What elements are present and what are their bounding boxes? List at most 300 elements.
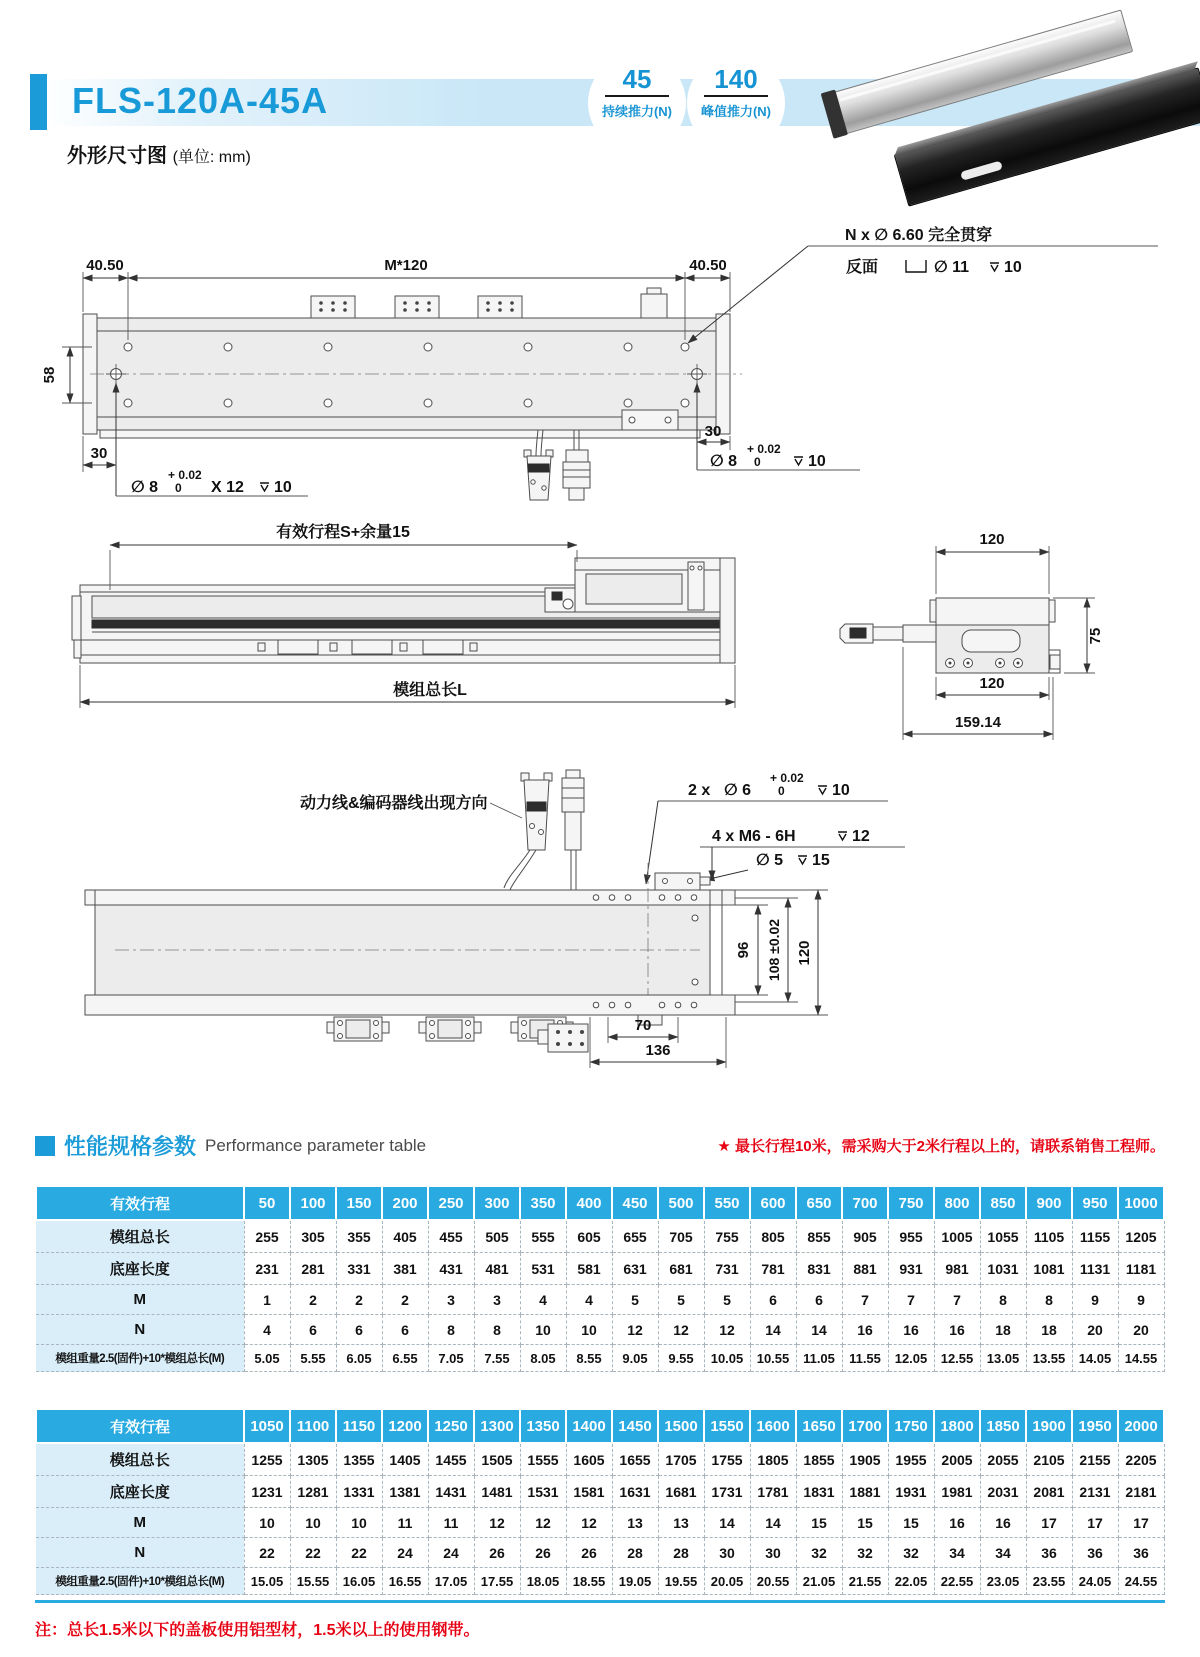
perf-value-cell: 34	[980, 1538, 1026, 1568]
perf-table-row	[36, 1220, 1164, 1253]
perf-value-cell: 1055	[980, 1220, 1026, 1253]
perf-value-cell: 28	[658, 1538, 704, 1568]
badge-value: 45	[622, 64, 652, 94]
perf-value-cell: 5	[612, 1285, 658, 1315]
perf-stroke-header-cell: 1100	[290, 1409, 336, 1443]
dim-label: 40.50	[86, 257, 124, 274]
svg-text:15: 15	[812, 852, 830, 869]
perf-value-cell: 11	[382, 1508, 428, 1538]
svg-text:0: 0	[754, 455, 761, 469]
perf-value-cell: 1955	[888, 1443, 934, 1476]
perf-value-cell: 36	[1118, 1538, 1164, 1568]
perf-value-cell: 16	[934, 1315, 980, 1345]
performance-table-2	[35, 1408, 1165, 1595]
end-view-body	[840, 598, 1060, 673]
perf-row-label: N	[36, 1538, 244, 1568]
badge-label: 持续推力(N)	[601, 104, 673, 119]
perf-value-cell: 1731	[704, 1476, 750, 1508]
product-photo	[805, 0, 1200, 215]
perf-value-cell: 1	[244, 1285, 290, 1315]
perf-value-cell: 34	[934, 1538, 980, 1568]
perf-value-cell: 20.55	[750, 1568, 796, 1595]
perf-value-cell: 2155	[1072, 1443, 1118, 1476]
perf-value-cell: 455	[428, 1220, 474, 1253]
svg-text:12: 12	[852, 828, 870, 845]
perf-value-cell: 905	[842, 1220, 888, 1253]
svg-text:∅ 11: ∅ 11	[934, 259, 970, 276]
perf-value-cell: 8	[1026, 1285, 1072, 1315]
perf-stroke-header-cell: 1700	[842, 1409, 888, 1443]
perf-value-cell: 681	[658, 1253, 704, 1285]
perf-value-cell: 14	[796, 1315, 842, 1345]
perf-value-cell: 7	[842, 1285, 888, 1315]
perf-value-cell: 1831	[796, 1476, 842, 1508]
dim-label: 58	[41, 366, 58, 384]
perf-value-cell: 3	[428, 1285, 474, 1315]
perf-value-cell: 12	[520, 1508, 566, 1538]
perf-value-cell: 381	[382, 1253, 428, 1285]
dim-label: M*120	[384, 257, 428, 274]
perf-stroke-header-cell: 1350	[520, 1409, 566, 1443]
perf-value-cell: 10	[290, 1508, 336, 1538]
perf-value-cell: 805	[750, 1220, 796, 1253]
perf-value-cell: 605	[566, 1220, 612, 1253]
perf-row-label: 模组总长	[36, 1220, 244, 1253]
perf-value-cell: 1305	[290, 1443, 336, 1476]
perf-stroke-header-cell: 850	[980, 1186, 1026, 1220]
perf-value-cell: 2031	[980, 1476, 1026, 1508]
perf-value-cell: 881	[842, 1253, 888, 1285]
perf-value-cell: 12	[704, 1315, 750, 1345]
perf-value-cell: 3	[474, 1285, 520, 1315]
perf-value-cell: 15	[796, 1508, 842, 1538]
cover-material-footnote: 注：总长1.5米以下的盖板使用铝型材，1.5米以上的使用钢带。	[35, 1622, 480, 1639]
carriage-block	[327, 1017, 389, 1041]
perf-value-cell: 1605	[566, 1443, 612, 1476]
perf-value-cell: 1205	[1118, 1220, 1164, 1253]
perf-stroke-header-cell: 100	[290, 1186, 336, 1220]
depth-symbol	[260, 483, 269, 491]
perf-value-cell: 18.55	[566, 1568, 612, 1595]
perf-value-cell: 1281	[290, 1476, 336, 1508]
dimension-figure-caption	[67, 139, 251, 168]
perf-value-cell: 1355	[336, 1443, 382, 1476]
perf-value-cell: 24	[382, 1538, 428, 1568]
caption-main: 外形尺寸图	[67, 145, 167, 167]
dim-label: 75	[1087, 627, 1104, 645]
perf-value-cell: 11.55	[842, 1345, 888, 1372]
perf-value-cell: 23.55	[1026, 1568, 1072, 1595]
perf-value-cell: 1705	[658, 1443, 704, 1476]
svg-text:4 x M6 - 6H: 4 x M6 - 6H	[712, 828, 796, 845]
perf-value-cell: 17	[1072, 1508, 1118, 1538]
perf-value-cell: 6.05	[336, 1345, 382, 1372]
perf-value-cell: 10.05	[704, 1345, 750, 1372]
perf-value-cell: 30	[704, 1538, 750, 1568]
perf-value-cell: 11.05	[796, 1345, 842, 1372]
perf-row-label: N	[36, 1315, 244, 1345]
perf-table-row	[36, 1315, 1164, 1345]
perf-value-cell: 10.55	[750, 1345, 796, 1372]
perf-value-cell: 20.05	[704, 1568, 750, 1595]
dim-label: 108 ±0.02	[766, 918, 782, 982]
perf-value-cell: 17	[1026, 1508, 1072, 1538]
perf-value-cell: 4	[244, 1315, 290, 1345]
perf-value-cell: 1455	[428, 1443, 474, 1476]
perf-value-cell: 1481	[474, 1476, 520, 1508]
perf-value-cell: 12	[566, 1508, 612, 1538]
badge-divider	[605, 95, 669, 97]
svg-text:∅ 6: ∅ 6	[724, 782, 752, 799]
svg-text:10: 10	[1004, 259, 1022, 276]
perf-value-cell: 10	[566, 1315, 612, 1345]
depth-symbol	[838, 832, 847, 840]
perf-stroke-header-cell: 1150	[336, 1409, 382, 1443]
cable-direction-label: 动力线&编码器线出现方向	[300, 795, 488, 812]
perf-stroke-header-cell: 400	[566, 1186, 612, 1220]
perf-value-cell: 7.55	[474, 1345, 520, 1372]
cables-and-connectors	[524, 430, 590, 500]
perf-value-cell: 12.55	[934, 1345, 980, 1372]
perf-value-cell: 20	[1072, 1315, 1118, 1345]
perf-value-cell: 32	[888, 1538, 934, 1568]
perf-value-cell: 1155	[1072, 1220, 1118, 1253]
perf-stroke-header-cell: 1450	[612, 1409, 658, 1443]
perf-stroke-header-cell: 1500	[658, 1409, 704, 1443]
perf-value-cell: 22.05	[888, 1568, 934, 1595]
perf-row-label: M	[36, 1508, 244, 1538]
perf-value-cell: 12	[474, 1508, 520, 1538]
perf-value-cell: 26	[520, 1538, 566, 1568]
perf-table-row	[36, 1409, 1164, 1443]
svg-text:+ 0.02: + 0.02	[770, 771, 804, 785]
perf-value-cell: 16.05	[336, 1568, 382, 1595]
dim-label: 96	[735, 941, 752, 959]
perf-value-cell: 231	[244, 1253, 290, 1285]
perf-value-cell: 1555	[520, 1443, 566, 1476]
perf-stroke-header-cell: 1600	[750, 1409, 796, 1443]
perf-stroke-header-cell: 1900	[1026, 1409, 1072, 1443]
perf-stroke-header-cell: 650	[796, 1186, 842, 1220]
perf-value-cell: 5	[658, 1285, 704, 1315]
depth-symbol	[818, 786, 827, 794]
perf-value-cell: 6	[290, 1315, 336, 1345]
perf-value-cell: 26	[566, 1538, 612, 1568]
perf-stroke-header-cell: 200	[382, 1186, 428, 1220]
perf-value-cell: 22	[244, 1538, 290, 1568]
perf-value-cell: 15.05	[244, 1568, 290, 1595]
perf-value-cell: 36	[1072, 1538, 1118, 1568]
perf-value-cell: 32	[796, 1538, 842, 1568]
perf-stroke-header-cell: 1050	[244, 1409, 290, 1443]
perf-value-cell: 5.55	[290, 1345, 336, 1372]
perf-row-label: 底座长度	[36, 1253, 244, 1285]
perf-value-cell: 24	[428, 1538, 474, 1568]
counterbore-symbol	[906, 260, 926, 272]
perf-value-cell: 14.55	[1118, 1345, 1164, 1372]
perf-value-cell: 855	[796, 1220, 842, 1253]
perf-value-cell: 931	[888, 1253, 934, 1285]
dim-label: 40.50	[689, 257, 727, 274]
perf-row-label: M	[36, 1285, 244, 1315]
bottom-view-body	[85, 863, 735, 1028]
perf-value-cell: 12.05	[888, 1345, 934, 1372]
perf-stroke-header-cell: 150	[336, 1186, 382, 1220]
perf-value-cell: 9.05	[612, 1345, 658, 1372]
perf-value-cell: 2	[290, 1285, 336, 1315]
svg-text:10: 10	[274, 479, 292, 496]
perf-value-cell: 731	[704, 1253, 750, 1285]
perf-value-cell: 7	[934, 1285, 980, 1315]
perf-value-cell: 6.55	[382, 1345, 428, 1372]
svg-text:反面: 反面	[846, 259, 879, 276]
dim-label: 120	[796, 940, 813, 966]
perf-header-label: 有效行程	[36, 1186, 244, 1220]
perf-value-cell: 21.55	[842, 1568, 888, 1595]
perf-value-cell: 16	[888, 1315, 934, 1345]
perf-value-cell: 11	[428, 1508, 474, 1538]
perf-row-label: 模组重量2.5(固件)+10*模组总长(M)	[36, 1568, 244, 1595]
perf-value-cell: 22	[290, 1538, 336, 1568]
perf-stroke-header-cell: 800	[934, 1186, 980, 1220]
bottom-view-drawing	[0, 728, 1200, 1080]
title-accent-bar	[30, 74, 47, 130]
top-view-body	[83, 288, 742, 438]
svg-text:10: 10	[832, 782, 850, 799]
dim-label: 136	[645, 1042, 671, 1059]
perf-value-cell: 19.55	[658, 1568, 704, 1595]
perf-stroke-header-cell: 250	[428, 1186, 474, 1220]
perf-value-cell: 1131	[1072, 1253, 1118, 1285]
dim-label: 120	[979, 531, 1005, 548]
perf-value-cell: 305	[290, 1220, 336, 1253]
perf-table-row	[36, 1285, 1164, 1315]
perf-value-cell: 405	[382, 1220, 428, 1253]
perf-value-cell: 8	[428, 1315, 474, 1345]
perf-value-cell: 16	[934, 1508, 980, 1538]
perf-value-cell: 5.05	[244, 1345, 290, 1372]
perf-header-label: 有效行程	[36, 1409, 244, 1443]
perf-value-cell: 2055	[980, 1443, 1026, 1476]
perf-value-cell: 4	[566, 1285, 612, 1315]
svg-text:+ 0.02: + 0.02	[747, 442, 781, 456]
perf-stroke-header-cell: 1250	[428, 1409, 474, 1443]
perf-value-cell: 1531	[520, 1476, 566, 1508]
section-title-zh: 性能规格参数	[64, 1134, 197, 1159]
dim-label: 159.14	[955, 714, 1001, 731]
perf-value-cell: 24.05	[1072, 1568, 1118, 1595]
perf-value-cell: 24.55	[1118, 1568, 1164, 1595]
perf-value-cell: 14	[750, 1315, 796, 1345]
perf-value-cell: 16	[842, 1315, 888, 1345]
perf-value-cell: 1905	[842, 1443, 888, 1476]
perf-stroke-header-cell: 1750	[888, 1409, 934, 1443]
dim-label: 30	[90, 445, 108, 462]
svg-text:+ 0.02: + 0.02	[168, 468, 202, 482]
perf-value-cell: 17.05	[428, 1568, 474, 1595]
badge-divider	[704, 95, 768, 97]
perf-value-cell: 10	[336, 1508, 382, 1538]
perf-value-cell: 2205	[1118, 1443, 1164, 1476]
perf-value-cell: 1081	[1026, 1253, 1072, 1285]
dim-label: 30	[704, 423, 722, 440]
perf-value-cell: 17	[1118, 1508, 1164, 1538]
perf-table-row	[36, 1538, 1164, 1568]
perf-stroke-header-cell: 1300	[474, 1409, 520, 1443]
perf-row-label: 模组总长	[36, 1443, 244, 1476]
perf-value-cell: 6	[382, 1315, 428, 1345]
perf-value-cell: 19.05	[612, 1568, 658, 1595]
perf-value-cell: 1781	[750, 1476, 796, 1508]
svg-text:2 x: 2 x	[688, 782, 711, 799]
perf-value-cell: 12	[612, 1315, 658, 1345]
perf-value-cell: 555	[520, 1220, 566, 1253]
perf-value-cell: 1405	[382, 1443, 428, 1476]
perf-value-cell: 1805	[750, 1443, 796, 1476]
stroke-warning-note: ★ 最长行程10米，需采购大于2米行程以上的，请联系销售工程师。	[717, 1138, 1165, 1155]
perf-value-cell: 15	[842, 1508, 888, 1538]
bottom-divider-rule	[35, 1600, 1165, 1603]
perf-value-cell: 1231	[244, 1476, 290, 1508]
svg-text:∅ 5: ∅ 5	[756, 852, 784, 869]
perf-table-row	[36, 1345, 1164, 1372]
perf-value-cell: 26	[474, 1538, 520, 1568]
perf-stroke-header-cell: 300	[474, 1186, 520, 1220]
perf-table-row	[36, 1186, 1164, 1220]
page-title: FLS-120A-45A	[72, 80, 329, 121]
svg-text:X 12: X 12	[211, 479, 244, 496]
perf-value-cell: 10	[520, 1315, 566, 1345]
side-view-body	[72, 558, 735, 663]
thrust-badge-continuous	[588, 54, 686, 152]
perf-value-cell: 22	[336, 1538, 382, 1568]
perf-value-cell: 14	[704, 1508, 750, 1538]
perf-value-cell: 2131	[1072, 1476, 1118, 1508]
perf-value-cell: 1581	[566, 1476, 612, 1508]
perf-value-cell: 1855	[796, 1443, 842, 1476]
perf-value-cell: 14	[750, 1508, 796, 1538]
hole-callout: N x ∅ 6.60 完全贯穿	[845, 227, 993, 244]
perf-value-cell: 1755	[704, 1443, 750, 1476]
perf-value-cell: 281	[290, 1253, 336, 1285]
perf-stroke-header-cell: 1000	[1118, 1186, 1164, 1220]
perf-value-cell: 20	[1118, 1315, 1164, 1345]
section-square-icon	[35, 1136, 55, 1156]
perf-value-cell: 28	[612, 1538, 658, 1568]
perf-value-cell: 7.05	[428, 1345, 474, 1372]
badge-label: 峰值推力(N)	[700, 104, 772, 119]
perf-value-cell: 2081	[1026, 1476, 1072, 1508]
perf-value-cell: 18	[1026, 1315, 1072, 1345]
dim-label: 70	[634, 1017, 652, 1034]
perf-value-cell: 581	[566, 1253, 612, 1285]
depth-symbol	[798, 856, 807, 864]
perf-value-cell: 781	[750, 1253, 796, 1285]
perf-value-cell: 18	[980, 1315, 1026, 1345]
perf-table-row	[36, 1443, 1164, 1476]
perf-value-cell: 1181	[1118, 1253, 1164, 1285]
perf-stroke-header-cell: 1550	[704, 1409, 750, 1443]
perf-value-cell: 1881	[842, 1476, 888, 1508]
perf-value-cell: 2005	[934, 1443, 980, 1476]
perf-value-cell: 8.55	[566, 1345, 612, 1372]
perf-value-cell: 10	[244, 1508, 290, 1538]
perf-stroke-header-cell: 1850	[980, 1409, 1026, 1443]
perf-stroke-header-cell: 50	[244, 1186, 290, 1220]
perf-value-cell: 17.55	[474, 1568, 520, 1595]
perf-value-cell: 12	[658, 1315, 704, 1345]
perf-value-cell: 2105	[1026, 1443, 1072, 1476]
perf-value-cell: 1331	[336, 1476, 382, 1508]
perf-value-cell: 6	[750, 1285, 796, 1315]
perf-table-row	[36, 1253, 1164, 1285]
perf-value-cell: 9.55	[658, 1345, 704, 1372]
perf-stroke-header-cell: 950	[1072, 1186, 1118, 1220]
perf-stroke-header-cell: 2000	[1118, 1409, 1164, 1443]
perf-value-cell: 531	[520, 1253, 566, 1285]
perf-value-cell: 23.05	[980, 1568, 1026, 1595]
carriage-block	[419, 1017, 481, 1041]
depth-symbol	[990, 263, 999, 271]
perf-value-cell: 8	[980, 1285, 1026, 1315]
perf-row-label: 模组重量2.5(固件)+10*模组总长(M)	[36, 1345, 244, 1372]
perf-value-cell: 8	[474, 1315, 520, 1345]
perf-stroke-header-cell: 350	[520, 1186, 566, 1220]
perf-value-cell: 21.05	[796, 1568, 842, 1595]
perf-value-cell: 13	[612, 1508, 658, 1538]
side-view-drawing	[0, 500, 1200, 750]
mounting-block	[303, 296, 363, 318]
perf-value-cell: 1255	[244, 1443, 290, 1476]
perf-stroke-header-cell: 1400	[566, 1409, 612, 1443]
top-view-drawing	[0, 200, 1200, 505]
cable-connectors	[504, 770, 584, 890]
depth-symbol	[794, 457, 803, 465]
perf-value-cell: 481	[474, 1253, 520, 1285]
perf-stroke-header-cell: 900	[1026, 1186, 1072, 1220]
hole-callout: ∅ 8	[131, 479, 159, 496]
perf-value-cell: 955	[888, 1220, 934, 1253]
perf-value-cell: 431	[428, 1253, 474, 1285]
performance-section-header	[35, 1130, 1165, 1161]
perf-value-cell: 1431	[428, 1476, 474, 1508]
badge-value: 140	[714, 64, 758, 94]
perf-stroke-header-cell: 450	[612, 1186, 658, 1220]
mounting-block	[387, 296, 447, 318]
dim-label: 模组总长L	[393, 682, 467, 699]
perf-value-cell: 18.05	[520, 1568, 566, 1595]
perf-value-cell: 831	[796, 1253, 842, 1285]
perf-value-cell: 32	[842, 1538, 888, 1568]
perf-value-cell: 331	[336, 1253, 382, 1285]
perf-table-row	[36, 1508, 1164, 1538]
perf-value-cell: 4	[520, 1285, 566, 1315]
perf-stroke-header-cell: 500	[658, 1186, 704, 1220]
perf-value-cell: 1655	[612, 1443, 658, 1476]
performance-table-1	[35, 1185, 1165, 1372]
svg-text:10: 10	[808, 453, 826, 470]
svg-text:0: 0	[778, 784, 785, 798]
perf-value-cell: 6	[796, 1285, 842, 1315]
perf-value-cell: 5	[704, 1285, 750, 1315]
perf-value-cell: 22.55	[934, 1568, 980, 1595]
perf-value-cell: 655	[612, 1220, 658, 1253]
perf-value-cell: 15.55	[290, 1568, 336, 1595]
perf-value-cell: 15	[888, 1508, 934, 1538]
perf-value-cell: 1931	[888, 1476, 934, 1508]
caption-unit: (单位: mm)	[172, 149, 251, 166]
perf-table-row	[36, 1476, 1164, 1508]
